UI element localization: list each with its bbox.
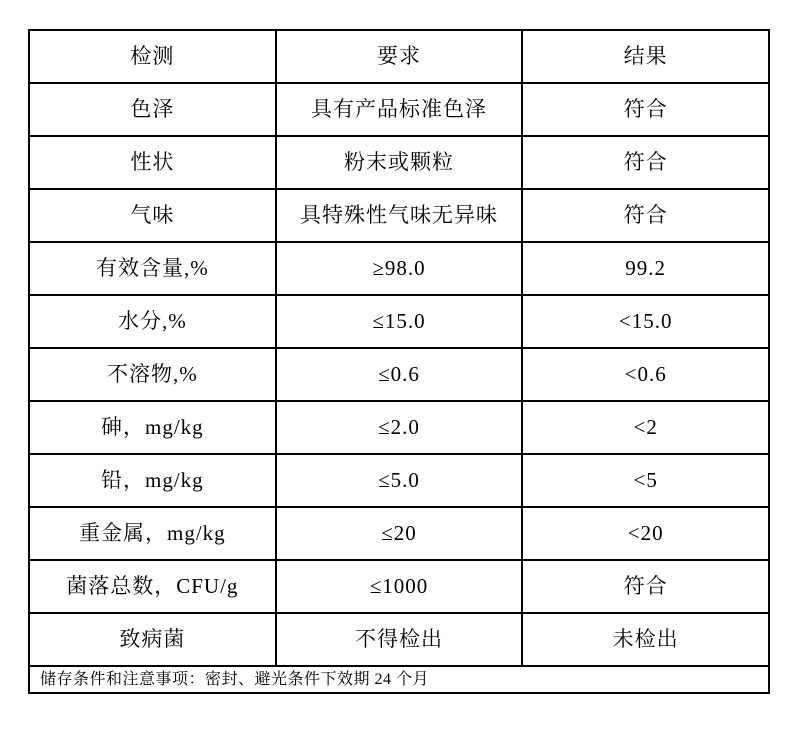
cell-test-item: 气味	[29, 189, 276, 242]
cell-requirement: 具特殊性气味无异味	[276, 189, 523, 242]
table-row	[29, 348, 769, 401]
cell-result: 符合	[522, 189, 769, 242]
cell-requirement: 具有产品标准色泽	[276, 83, 523, 136]
cell-test-item: 性状	[29, 136, 276, 189]
cell-requirement: ≤1000	[276, 560, 523, 613]
header-cell-requirement: 要求	[276, 30, 523, 83]
cell-requirement: ≤0.6	[276, 348, 523, 401]
cell-requirement: ≤5.0	[276, 454, 523, 507]
cell-requirement: 粉末或颗粒	[276, 136, 523, 189]
table-row	[29, 242, 769, 295]
cell-test-item: 不溶物,%	[29, 348, 276, 401]
table-row	[29, 189, 769, 242]
cell-result: 符合	[522, 83, 769, 136]
cell-result: <5	[522, 454, 769, 507]
cell-requirement: ≤2.0	[276, 401, 523, 454]
cell-test-item: 重金属，mg/kg	[29, 507, 276, 560]
table-row	[29, 295, 769, 348]
cell-test-item: 菌落总数，CFU/g	[29, 560, 276, 613]
table-row	[29, 507, 769, 560]
header-cell-test: 检测	[29, 30, 276, 83]
table-row	[29, 454, 769, 507]
cell-requirement: ≤20	[276, 507, 523, 560]
cell-test-item: 色泽	[29, 83, 276, 136]
cell-test-item: 铅，mg/kg	[29, 454, 276, 507]
cell-result: 符合	[522, 560, 769, 613]
cell-result: 符合	[522, 136, 769, 189]
table-row	[29, 401, 769, 454]
inspection-results-table	[28, 29, 770, 694]
cell-requirement: 不得检出	[276, 613, 523, 666]
table-header-row	[29, 30, 769, 83]
cell-test-item: 致病菌	[29, 613, 276, 666]
table-row	[29, 136, 769, 189]
table-row	[29, 560, 769, 613]
cell-result: 99.2	[522, 242, 769, 295]
cell-result: <15.0	[522, 295, 769, 348]
cell-result: <0.6	[522, 348, 769, 401]
cell-result: <20	[522, 507, 769, 560]
storage-conditions-note: 储存条件和注意事项：密封、避光条件下效期 24 个月	[29, 666, 769, 693]
table-row	[29, 83, 769, 136]
cell-requirement: ≥98.0	[276, 242, 523, 295]
cell-requirement: ≤15.0	[276, 295, 523, 348]
cell-test-item: 水分,%	[29, 295, 276, 348]
cell-test-item: 砷，mg/kg	[29, 401, 276, 454]
cell-result: <2	[522, 401, 769, 454]
table-row	[29, 613, 769, 666]
cell-result: 未检出	[522, 613, 769, 666]
header-cell-result: 结果	[522, 30, 769, 83]
table-footer-row	[29, 666, 769, 693]
cell-test-item: 有效含量,%	[29, 242, 276, 295]
